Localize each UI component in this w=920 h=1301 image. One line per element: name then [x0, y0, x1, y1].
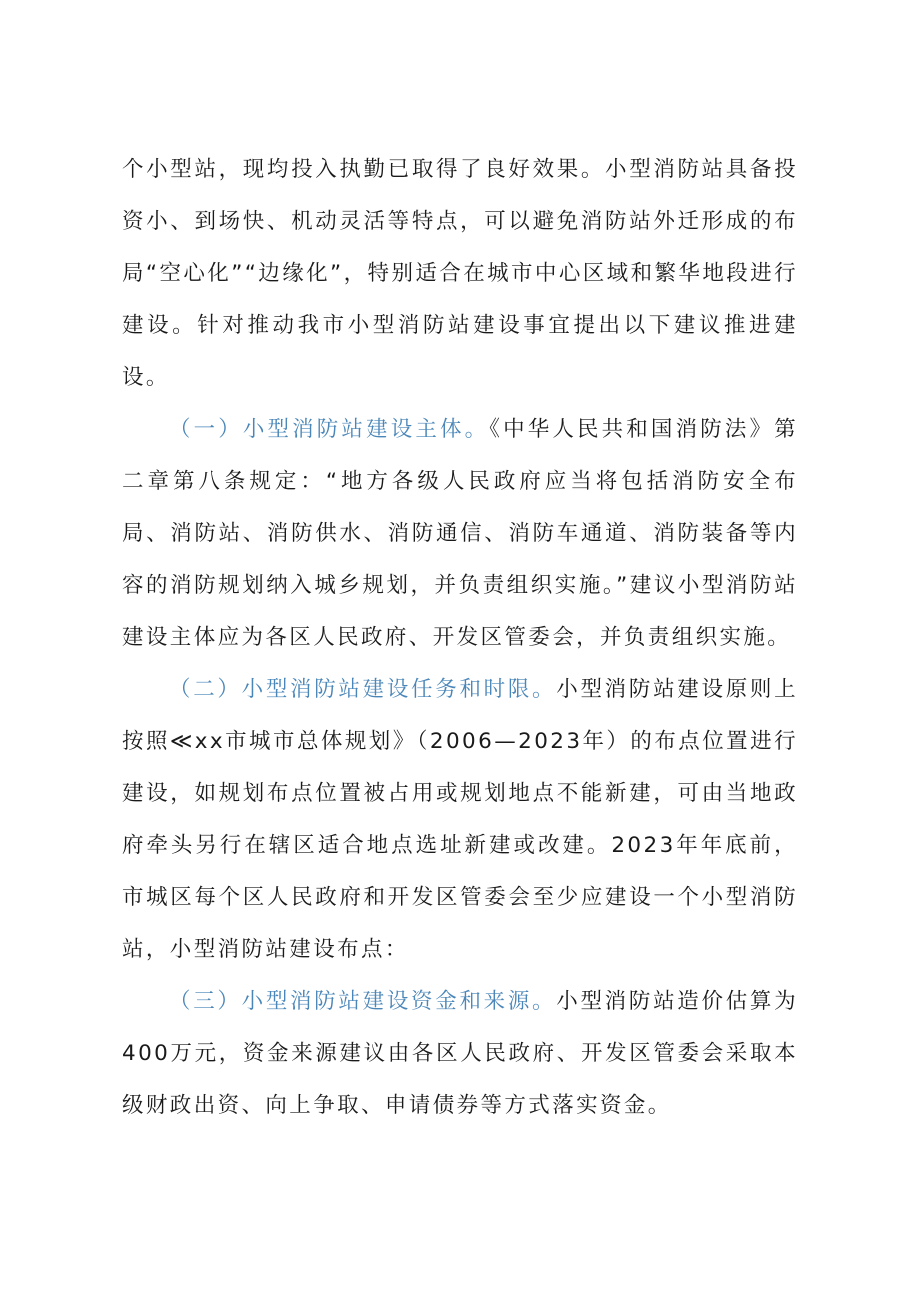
paragraph-section-3 — [122, 976, 798, 1132]
section-1-body: 《中华人民共和国消防法》第二章第八条规定：“地方各级人民政府应当将包括消防安全布局、消防站、消防供水、消防通信、消防车通道、消防装备等内容的消防规划纳入城乡规划，并负责组织实施。”建议小型消防站建设主体应为各区人民政府、开发区管委会，并负责组织实施。 — [122, 417, 799, 650]
section-2-body: 小型消防站建设原则上按照≪xx市城市总体规划》（2006—2023年）的布点位置进行建设，如规划布点位置被占用或规划地点不能新建，可由当地政府牵头另行在辖区适合地点选址新建或改建。2023年年底前，市城区每个区人民政府和开发区管委会至少应建设一个小型消防站，小型消防站建设布点： — [122, 677, 798, 962]
paragraph-intro — [122, 144, 798, 404]
paragraph-intro-body: 个小型站，现均投入执勤已取得了良好效果。小型消防站具备投资小、到场快、机动灵活等特点，可以避免消防站外迁形成的布局“空心化”“边缘化”，特别适合在城市中心区域和繁华地段进行建设。针对推动我市小型消防站建设事宜提出以下建议推进建设。 — [122, 157, 798, 390]
section-3-body: 小型消防站造价估算为400万元，资金来源建议由各区人民政府、开发区管委会采取本级财政出资、向上争取、申请债券等方式落实资金。 — [122, 989, 798, 1118]
section-2-heading: （二）小型消防站建设任务和时限。 — [169, 677, 557, 702]
section-1-heading: （一）小型消防站建设主体。 — [169, 417, 490, 442]
paragraph-section-2 — [122, 664, 798, 976]
section-3-heading: （三）小型消防站建设资金和来源。 — [169, 989, 557, 1014]
document-page — [122, 144, 798, 1132]
paragraph-section-1 — [122, 404, 798, 664]
